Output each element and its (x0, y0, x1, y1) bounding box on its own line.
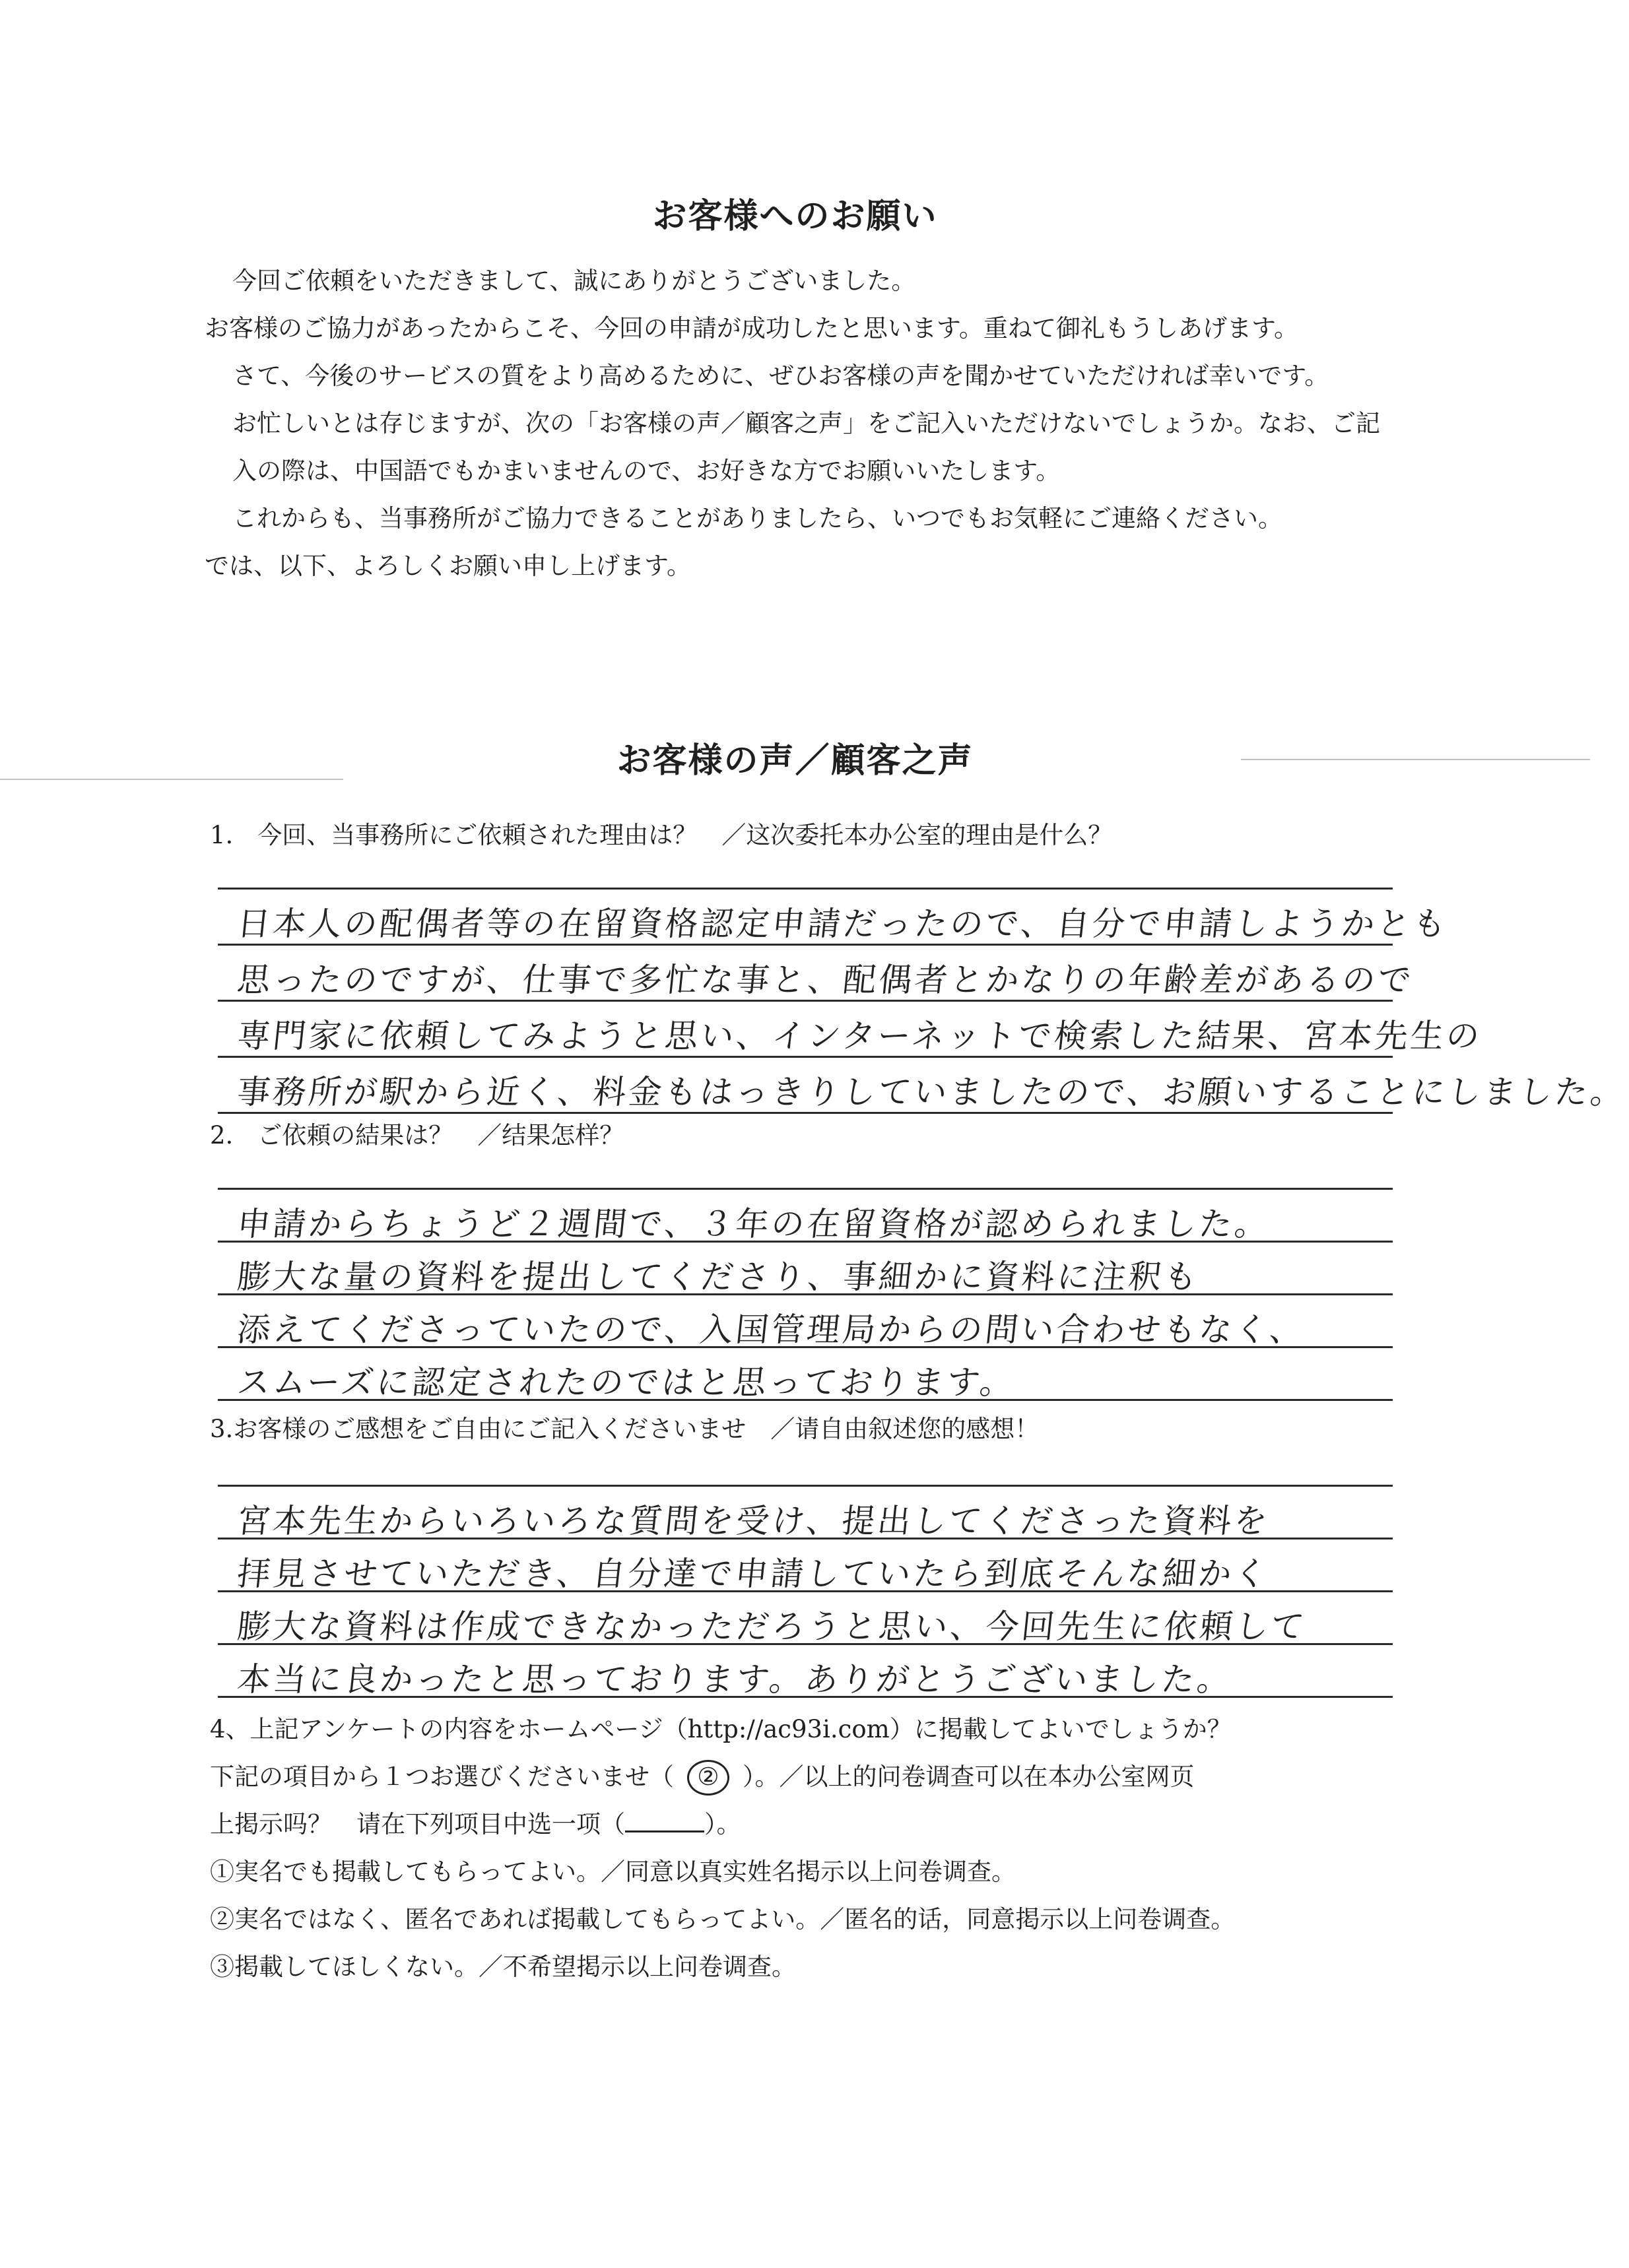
question-4-select-text-cn: 。／以上的问卷调查可以在本办公室网页 (754, 1763, 1195, 1791)
request-paragraph: これからも、当事務所がご協力できることがありましたら、いつでもお気軽にご連絡ください。 (232, 504, 1282, 533)
question-2-label: 2. ご依頼の結果は？ ／结果怎样？ (210, 1121, 624, 1150)
answer-2-text: 膨大な量の資料を提出してくださり、事細かに資料に注釈も (235, 1258, 1202, 1296)
blank-answer-field[interactable] (625, 1831, 704, 1832)
answer-3-text: 膨大な資料は作成できなかっただろうと思い、今回先生に依頼して (235, 1607, 1309, 1646)
answer-2-text: 申請からちょうど２週間で、３年の在留資格が認められました。 (235, 1205, 1273, 1243)
answer-2-text: 添えてくださっていたので、入国管理局からの問い合わせもなく、 (235, 1311, 1308, 1349)
answer-1-text: 日本人の配偶者等の在留資格認定申請だったので、自分で申請しようかとも (235, 905, 1451, 943)
request-body (205, 257, 1393, 590)
question-4-select-line: 下記の項目から１つお選びくださいませ（ ② ）。／以上的问卷调查可以在本办公室网页 (210, 1753, 1398, 1801)
answer-3-text: 本当に良かったと思っております。ありがとうございました。 (235, 1660, 1235, 1699)
request-title: お客様へのお願い (652, 196, 938, 236)
request-paragraph: お忙しいとは存じますが、次の「お客様の声／顧客之声」をご記入いただけないでしょうか。なお、ご記入の際は、中国語でもかまいませんので、お好きな方でお願いいたします。 (232, 409, 1380, 485)
request-paragraph: 今回ご依頼をいただきまして、誠にありがとうございました。 (232, 267, 916, 295)
request-paragraph: さて、今後のサービスの質をより高めるために、ぜひお客様の声を聞かせていただければ幸いです。 (232, 362, 1329, 390)
question-4-block (210, 1706, 1398, 1991)
answer-1-text: 思ったのですが、仕事で多忙な事と、配偶者とかなりの年齢差があるので (235, 961, 1416, 999)
question-4-select-line-cn: 上掲示吗？ 请在下列项目中选一项（ ）。 (210, 1810, 741, 1838)
answer-2-text: スムーズに認定されたのではと思っております。 (235, 1363, 1018, 1402)
answer-1-text: 専門家に依頼してみようと思い、インターネットで検索した結果、宮本先生の (235, 1017, 1484, 1055)
option-3: ③掲載してほしくない。／不希望掲示以上问卷调查。 (210, 1953, 796, 1981)
request-paragraph: では、以下、よろしくお願い申し上げます。 (205, 552, 692, 580)
question-4-select-text: 下記の項目から１つお選びくださいませ (210, 1763, 649, 1791)
request-paragraph: お客様のご協力があったからこそ、今回の申請が成功したと思います。重ねて御礼もうしあげます。 (205, 314, 1299, 342)
selected-option-mark: ② (687, 1760, 729, 1796)
question-4-select-text-cn2: 上掲示吗？ 请在下列项目中选一项 (210, 1810, 601, 1838)
question-4-label: 4、上記アンケートの内容をホームページ（http://ac93i.com）に掲載してよいでしょうか？ (210, 1715, 1232, 1743)
voice-title: お客様の声／顧客之声 (616, 740, 974, 781)
question-3-label: 3.お客様のご感想をご自由にご記入くださいませ ／请自由叙述您的感想！ (210, 1415, 1040, 1443)
option-2: ②実名ではなく、匿名であれば掲載してもらってよい。／匿名的话，同意掲示以上问卷调查。 (210, 1905, 1236, 1933)
answer-3-text: 宮本先生からいろいろな質問を受け、提出してくださった資料を (235, 1502, 1272, 1540)
answer-3-text: 拝見させていただき、自分達で申請していたら到底そんな細かく (235, 1555, 1272, 1593)
question-1-label: 1. 今回、当事務所にご依頼された理由は？ ／这次委托本办公室的理由是什么？ (210, 821, 1113, 849)
answer-1-text: 事務所が駅から近く、料金もはっきりしていましたので、お願いすることにしました。 (235, 1073, 1628, 1111)
option-1: ①実名でも掲載してもらってよい。／同意以真实姓名掲示以上问卷调查。 (210, 1858, 1016, 1886)
question-4-period: 。 (716, 1810, 741, 1838)
